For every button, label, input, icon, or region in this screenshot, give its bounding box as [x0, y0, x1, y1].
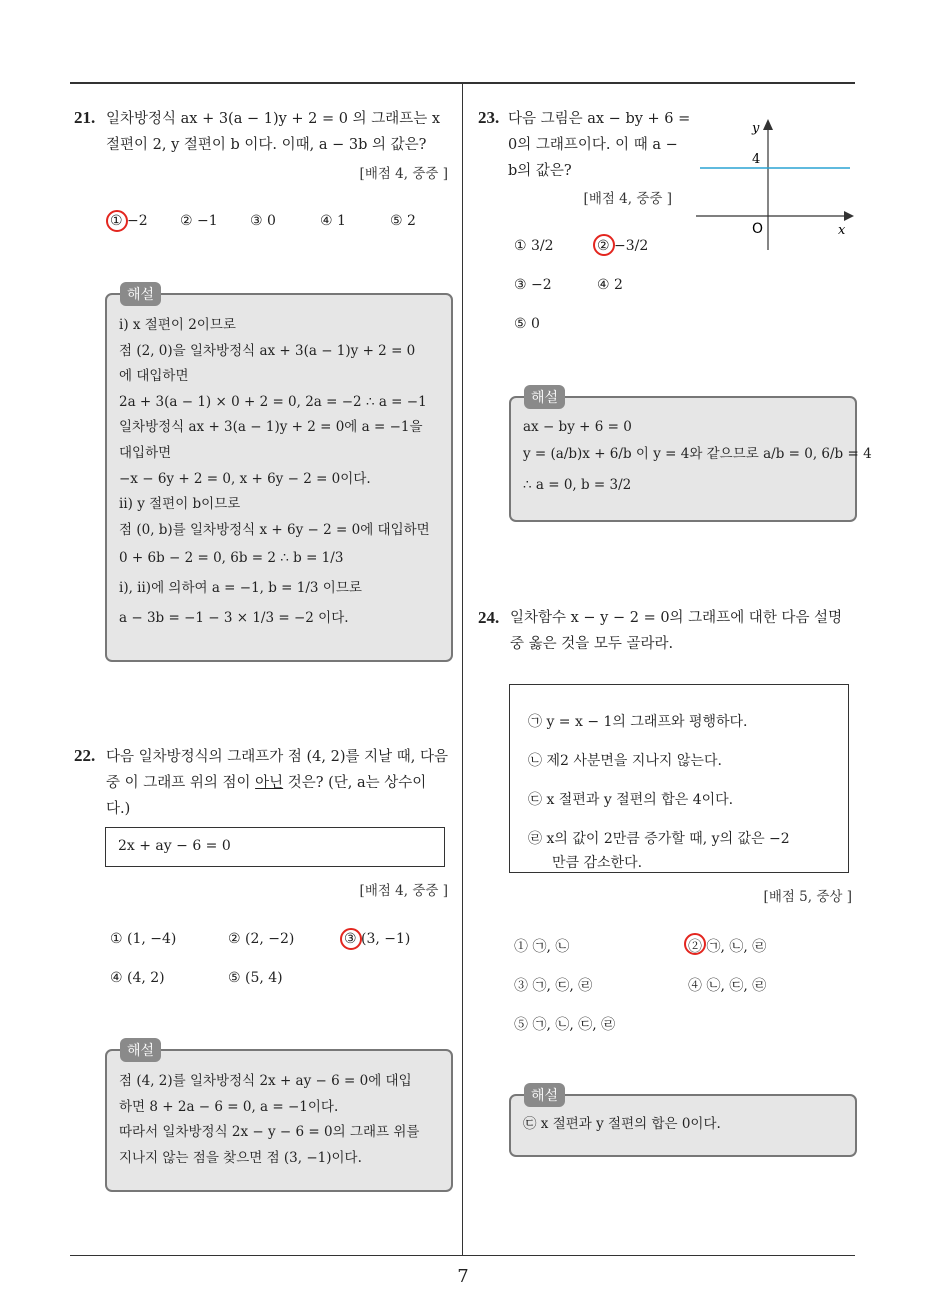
- q21-choice-5[interactable]: ⑤ 2: [390, 213, 416, 229]
- q24-choice-1[interactable]: ① ㉠, ㉡: [514, 939, 570, 955]
- q22-text-underlined: 아닌: [255, 775, 284, 791]
- q24-choice-4[interactable]: ④ ㉡, ㉢, ㉣: [688, 978, 767, 994]
- q24-answer-circle: [684, 933, 706, 955]
- q21-expl-line: 에 대입하면: [119, 368, 189, 385]
- q23-text: [508, 106, 691, 184]
- q21-choice-4[interactable]: ④ 1: [320, 213, 346, 229]
- q22-text-line2b: 것은? (단, a는 상수이: [283, 775, 427, 791]
- q22-choice-3[interactable]: ③ (3, −1): [344, 931, 411, 947]
- q24-number: 24.: [478, 608, 500, 627]
- q24-statement-2: ㉡ 제2 사분면을 지나지 않는다.: [528, 753, 722, 769]
- q21-text: [106, 106, 456, 158]
- q22-text: [106, 744, 456, 822]
- q21-score: [배점 4, 중중 ]: [359, 166, 448, 182]
- q23-choice-5[interactable]: ⑤ 0: [514, 316, 540, 332]
- q23-text-line1: 다음 그림은 ax − by + 6 =: [508, 111, 691, 127]
- q24-choice-5[interactable]: ⑤ ㉠, ㉡, ㉢, ㉣: [514, 1017, 616, 1033]
- q24-statement-1: ㉠ y = x − 1의 그래프와 평행하다.: [528, 714, 748, 730]
- q21-expl-line: 0 + 6b − 2 = 0, 6b = 2 ∴ b = 1/3: [119, 550, 344, 567]
- q23-expl-line: ax − by + 6 = 0: [523, 419, 632, 435]
- q21-explanation-tag: 해설: [120, 282, 161, 306]
- q22-answer-circle: [340, 928, 362, 950]
- q23-choice-1[interactable]: ① 3/2: [514, 238, 554, 254]
- q24-text-line2: 중 옳은 것을 모두 골라라.: [510, 636, 674, 652]
- q21-choice-3[interactable]: ③ 0: [250, 213, 276, 229]
- q24-expl-line: ㉢ x 절편과 y 절편의 합은 0이다.: [523, 1116, 721, 1132]
- q23-explanation-tag: 해설: [524, 385, 565, 409]
- q22-choice-5[interactable]: ⑤ (5, 4): [228, 970, 283, 986]
- q23-x-label: x: [838, 223, 846, 238]
- q23-expl-line: y = (a/b)x + 6/b 이 y = 4와 같으므로 a/b = 0, 6/b = 4: [523, 446, 872, 462]
- q24-statement-box: [509, 684, 849, 873]
- q24-explanation-tag: 해설: [524, 1083, 565, 1107]
- page-number: 7: [457, 1266, 469, 1287]
- q21-expl-line: 2a + 3(a − 1) × 0 + 2 = 0, 2a = −2 ∴ a = −1: [119, 393, 427, 410]
- q22-explanation-body: [119, 1069, 441, 1171]
- q23-expl-line: ∴ a = 0, b = 3/2: [523, 477, 632, 493]
- q24-statement-4-cont: 만큼 감소한다.: [552, 855, 643, 871]
- q21-expl-line: 일차방정식 ax + 3(a − 1)y + 2 = 0에 a = −1을: [119, 419, 423, 436]
- q24-choice-2[interactable]: ② ㉠, ㉡, ㉣: [688, 939, 767, 955]
- q24-statement-4: ㉣ x의 값이 2만큼 증가할 때, y의 값은 −2: [528, 831, 790, 847]
- q22-equation: 2x + ay − 6 = 0: [118, 838, 231, 854]
- q23-score: [배점 4, 중중 ]: [583, 191, 672, 207]
- column-divider: [462, 84, 463, 1256]
- bottom-rule: [70, 1255, 855, 1256]
- q24-statement-3: ㉢ x 절편과 y 절편의 합은 4이다.: [528, 792, 734, 808]
- q21-number: 21.: [74, 108, 96, 127]
- q22-text-line1: 다음 일차방정식의 그래프가 점 (4, 2)를 지날 때, 다음: [106, 749, 448, 765]
- q22-explanation-box: [105, 1049, 453, 1192]
- q24-choice-3[interactable]: ③ ㉠, ㉢, ㉣: [514, 978, 593, 994]
- q23-explanation-body: [523, 416, 872, 500]
- q21-explanation-body: [119, 313, 441, 633]
- q23-origin-label: O: [752, 221, 764, 237]
- q21-expl-line: ⅱ) y 절편이 b이므로: [119, 496, 241, 513]
- q21-expl-line: 대입하면: [119, 444, 172, 461]
- q24-score: [배점 5, 중상 ]: [763, 889, 852, 905]
- q21-text-line1: 일차방정식 ax + 3(a − 1)y + 2 = 0 의 그래프는 x: [106, 111, 441, 127]
- q21-answer-circle: [106, 210, 128, 232]
- q22-expl-line: 점 (4, 2)를 일차방정식 2x + ay − 6 = 0에 대입: [119, 1073, 412, 1089]
- q22-choice-2[interactable]: ② (2, −2): [228, 931, 295, 947]
- q23-answer-circle: [593, 234, 615, 256]
- q23-line-value: 4: [752, 152, 761, 167]
- q23-text-line3: b의 값은?: [508, 163, 572, 179]
- q21-expl-line: 점 (0, b)를 일차방정식 x + 6y − 2 = 0에 대입하면: [119, 521, 430, 538]
- q21-text-line2: 절편이 2, y 절편이 b 이다. 이때, a − 3b 의 값은?: [106, 137, 427, 153]
- q22-equation-box: [105, 827, 445, 867]
- q21-choice-2[interactable]: ② −1: [180, 213, 218, 229]
- q22-choice-1[interactable]: ① (1, −4): [110, 931, 177, 947]
- q23-number: 23.: [478, 108, 500, 127]
- q23-text-line2: 0의 그래프이다. 이 때 a −: [508, 137, 678, 153]
- q23-graph: [690, 110, 860, 250]
- q22-expl-line: 하면 8 + 2a − 6 = 0, a = −1이다.: [119, 1098, 339, 1115]
- q23-choice-2[interactable]: ② −3/2: [597, 238, 649, 254]
- q22-expl-line: 지나지 않는 점을 찾으면 점 (3, −1)이다.: [119, 1149, 362, 1166]
- q23-x-axis-arrow: [844, 211, 854, 221]
- q23-y-label: y: [752, 121, 760, 136]
- q22-expl-line: 따라서 일차방정식 2x − y − 6 = 0의 그래프 위를: [119, 1124, 420, 1141]
- q21-expl-line: 점 (2, 0)을 일차방정식 ax + 3(a − 1)y + 2 = 0: [119, 342, 416, 359]
- q22-explanation-tag: 해설: [120, 1038, 161, 1062]
- q23-choice-4[interactable]: ④ 2: [597, 277, 623, 293]
- q24-explanation-body: [523, 1112, 845, 1138]
- q21-expl-line: a − 3b = −1 − 3 × 1/3 = −2 이다.: [119, 610, 349, 627]
- q21-expl-line: ⅰ), ⅱ)에 의하여 a = −1, b = 1/3 이므로: [119, 580, 362, 597]
- q21-expl-line: ⅰ) x 절편이 2이므로: [119, 317, 236, 333]
- q24-text: [510, 605, 860, 657]
- q23-explanation-box: [509, 396, 872, 522]
- q22-score: [배점 4, 중중 ]: [359, 883, 448, 899]
- q22-number: 22.: [74, 746, 96, 765]
- q21-choice-1[interactable]: ① −2: [110, 213, 148, 229]
- q23-y-axis-arrow: [763, 119, 773, 130]
- q23-choice-3[interactable]: ③ −2: [514, 277, 552, 293]
- q22-text-line2a: 중 이 그래프 위의 점이: [106, 775, 256, 791]
- q22-text-line2: [106, 770, 456, 796]
- q22-choice-4[interactable]: ④ (4, 2): [110, 970, 165, 986]
- q22-text-line3: 다.): [106, 801, 131, 817]
- q21-explanation-box: [105, 293, 453, 662]
- q24-text-line1: 일차함수 x − y − 2 = 0의 그래프에 대한 다음 설명: [510, 610, 843, 626]
- q21-expl-line: −x − 6y + 2 = 0, x + 6y − 2 = 0이다.: [119, 470, 371, 487]
